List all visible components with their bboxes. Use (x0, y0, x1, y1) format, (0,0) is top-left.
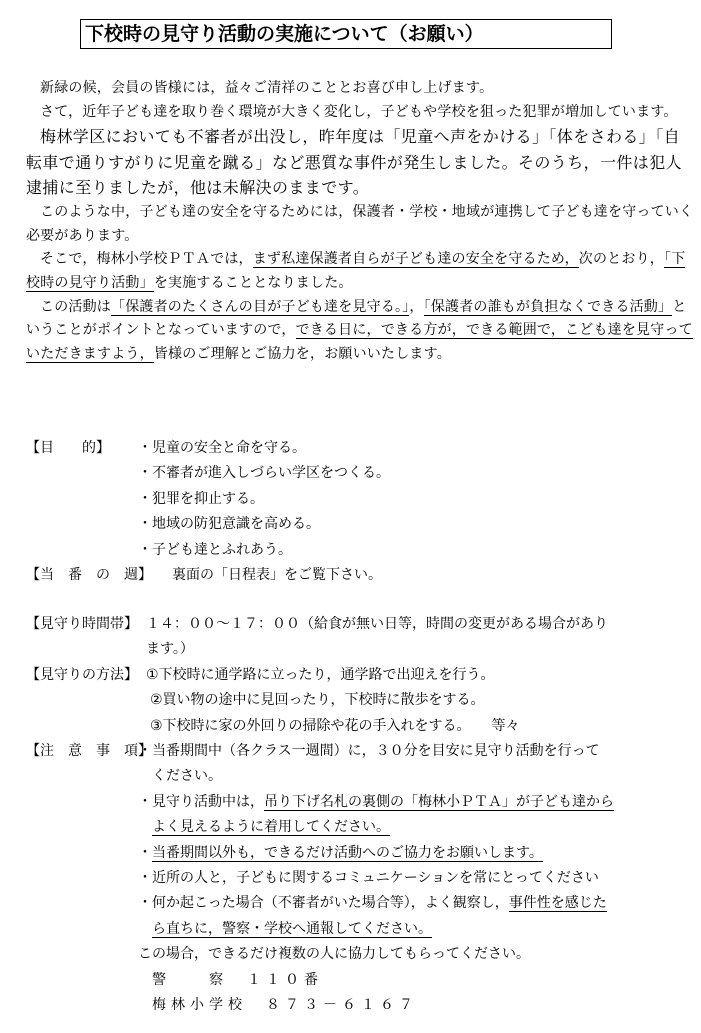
police-contact: 警 察 １１０番 (152, 971, 323, 988)
intro-points-a: この活動は (40, 298, 111, 315)
purpose-item: ・犯罪を抑止する。 (138, 490, 264, 507)
school-contact: 梅林小学校 ８７３－６１６７ (152, 996, 418, 1013)
intro-points-eyes: 「保護者のたくさんの目が子ども達を見守る。」 (111, 298, 410, 315)
purpose-item: ・児童の安全と命を守る。 (138, 440, 306, 456)
note-underlined: 当番期間以外も，できるだけ活動へのご協力をお願いします。 (152, 844, 543, 861)
note-line (138, 841, 614, 866)
duty-week-label: 【当 番 の 週】 (26, 567, 152, 583)
intro-pta-plan-e: を実施することとなりました。 (153, 275, 353, 292)
notes-label: 【注 意 事 項】 (26, 743, 152, 759)
note-line: ・当番期間中（各クラス一週間）に，３０分を目安に見守り活動を行って (138, 743, 600, 759)
purpose-label: 【目 的】 (26, 440, 110, 456)
intro-incidents: 梅林学区においても不審者が出没し，昨年度は「児童へ声をかける」「体をさわる」「自転車で通りすがりに児童を蹴る」など悪質な事件が発生しました。そのうち，一件は犯人逮捕に至りましたが，他は未解決のままです。 (26, 127, 683, 198)
note-line (138, 917, 614, 942)
intro-points-c: ， (409, 298, 424, 315)
intro-activity-name: 「下校時の見守り活動」 (26, 251, 686, 292)
intro-background: さて，近年子ども達を取り巻く環境が大きく変化し，子どもや学校を狙った犯罪が増加しています。 (40, 103, 678, 120)
note-underlined: 吊り下げ名札の裏側の「梅林小ＰＴＡ」が子ども達から (264, 793, 614, 810)
note-line: ください。 (152, 768, 222, 785)
note-line (138, 891, 614, 916)
note-underlined: ら直ちに，警察・学校へ通報してください。 (152, 920, 432, 937)
hours-line: ます。） (146, 641, 194, 658)
note-line (138, 790, 614, 815)
note-line: ・近所の人と，子どもに関するコミュニケーションを常にとってください (138, 869, 599, 886)
method-label: 【見守りの方法】 (26, 667, 138, 683)
intro-points-e: ということがポイントとなっていますので， (26, 298, 687, 339)
intro-points-request: 皆様のご理解とご協力を，お願いいたします。 (153, 346, 451, 363)
method-item: ③下校時に家の外回りの掃除や花の手入れをする。 等々 (150, 717, 520, 734)
purpose-item: ・不審者が進入しづらい学区をつくる。 (138, 465, 390, 482)
duty-week-text: 裏面の「日程表」をご覧下さい。 (172, 567, 382, 583)
intro-section (26, 77, 694, 367)
method-list (146, 663, 520, 739)
intro-cooperation: このような中，子ども達の安全を守るためには，保護者・学校・地域が連携して子ども達を守っていく必要があります。 (26, 203, 694, 244)
intro-points-can-do: できる日に，できる方が，できる範囲で，こども達を見守っていただきますよう， (26, 322, 693, 363)
intro-activity-points (26, 296, 694, 367)
intro-points-no-burden: 「保護者の誰もが負担なくできる活動」 (423, 298, 673, 315)
notes-list (138, 739, 614, 1018)
note-line (138, 815, 614, 840)
note-line: この場合，できるだけ複数の人に協力してもらってください。 (138, 946, 530, 963)
intro-pta-plan-underlined: まず私達保護者自らが子ども達の安全を守るため， (252, 251, 579, 268)
intro-pta-plan-c: 次のとおり， (578, 251, 664, 268)
note-underlined: 事件性を感じた (508, 895, 607, 912)
purpose-item: ・子ども達とふれあう。 (138, 541, 292, 558)
note-part: ・見守り活動中は， (138, 793, 264, 810)
document-title: 下校時の見守り活動の実施について（お願い） (80, 19, 612, 49)
method-item: ②買い物の途中に見回ったり，下校時に散歩をする。 (150, 692, 485, 709)
hours-text (146, 612, 608, 663)
purpose-item: ・地域の防犯意識を高める。 (138, 516, 320, 533)
purpose-list (138, 436, 390, 563)
hours-label: 【見守り時間帯】 (26, 616, 138, 632)
note-part: ・ (138, 844, 152, 861)
intro-pta-plan-a: そこで，梅林小学校ＰＴＡでは， (40, 251, 253, 268)
note-part: ・何か起こった場合（不審者がいた場合等），よく観察し， (138, 895, 509, 912)
note-underlined: よく見えるように着用してください。 (152, 819, 390, 836)
intro-pta-plan (26, 248, 694, 295)
method-item: ①下校時に通学路に立ったり，通学路で出迎えを行う。 (146, 667, 495, 683)
intro-greeting: 新緑の候，会員の皆様には，益々ご清祥のこととお喜び申し上げます。 (40, 80, 494, 96)
hours-line: １４：００～１７：００（給食が無い日等，時間の変更がある場合があり (146, 616, 608, 632)
